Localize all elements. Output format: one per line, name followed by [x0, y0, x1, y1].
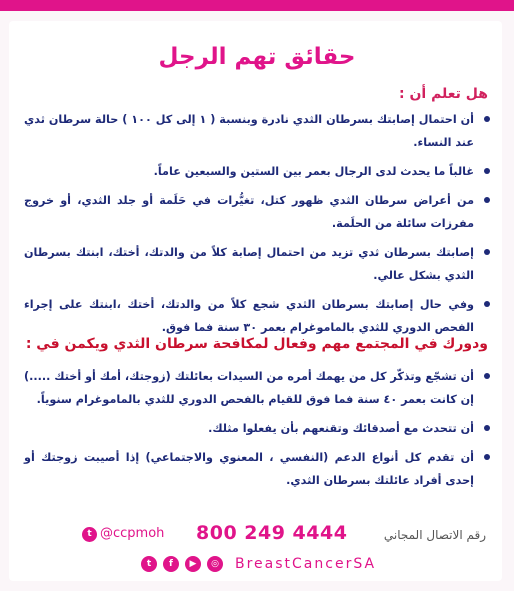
facts-list [24, 108, 490, 345]
list-item [24, 241, 490, 287]
bullet-dot-icon [484, 249, 490, 255]
twitter-icon[interactable]: t [141, 556, 157, 572]
instagram-icon[interactable]: ◎ [207, 556, 223, 572]
list-item [24, 108, 490, 154]
hotline-label: رقم الاتصال المجاني [383, 528, 486, 542]
brand-name[interactable]: BreastCancerSA [235, 556, 377, 572]
fact-text: إصابتك بسرطان ثدي تزيد من احتمال إصابة كلاً من والدتك، أختك، ابنتك بسرطان الثدي بشكل عالي. [24, 246, 474, 282]
youtube-icon[interactable]: ▶ [185, 556, 201, 572]
fact-text: غالباً ما يحدث لدى الرجال بعمر بين الستين والسبعين عاماً. [153, 165, 474, 178]
role-text: أن تشجّع وتذكّر كل من يهمك أمره من السيدات بعائلتك (زوجتك، أمك أو أختك .....) إن كانت بعمر ٤٠ سنة فما فوق للقيام بالفحص الدوري للثدي بالماموغرام سنوياً. [24, 370, 474, 406]
twitter-icon: t [82, 527, 97, 542]
list-item [24, 189, 490, 235]
contact-row [0, 522, 514, 548]
bullet-dot-icon [484, 301, 490, 307]
page-title: حقائق تهم الرجل [158, 44, 356, 70]
list-item [24, 160, 490, 183]
role-text: أن تتحدث مع أصدقائك وتقنعهم بأن يفعلوا مثلك. [208, 422, 474, 435]
facebook-icon[interactable]: f [163, 556, 179, 572]
role-text: أن تقدم كل أنواع الدعم (النفسي ، المعنوي والاجتماعي) إذا أصيبت زوجتك أو إحدى أفراد عائلتك بسرطان الثدي. [24, 451, 474, 487]
twitter-handle[interactable]: @ccpmoh [100, 526, 165, 541]
list-item [24, 365, 490, 411]
list-item [24, 293, 490, 339]
roles-list [24, 365, 490, 498]
list-item [24, 417, 490, 440]
hotline-number[interactable]: 800 249 4444 [196, 522, 348, 544]
fact-text: وفي حال إصابتك بسرطان الثدي شجع كلاً من والدتك، أختك ،ابنتك على إجراء الفحص الدوري للثدي بالماموغرام بعمر ٣٠ سنة فما فوق. [24, 298, 474, 334]
bullet-dot-icon [484, 454, 490, 460]
bullet-dot-icon [484, 168, 490, 174]
bullet-dot-icon [484, 116, 490, 122]
fact-text: من أعراض سرطان الثدي ظهور كتل، تغيُّرات في حَلَمة أو جلد الثدي، أو خروج مفرزات سائلة من الحلَمة. [24, 194, 474, 230]
bullet-dot-icon [484, 373, 490, 379]
bullet-dot-icon [484, 197, 490, 203]
role-heading: ودورك في المجتمع مهم وفعال لمكافحة سرطان الثدي ويكمن في : [25, 336, 488, 352]
social-row [0, 556, 514, 576]
fact-text: أن احتمال إصابتك بسرطان الثدي نادرة وبنسبة ( ١ إلى كل ١٠٠ ) حالة سرطان ثدي عند النساء. [24, 113, 474, 149]
intro-heading: هل تعلم أن : [398, 86, 488, 102]
top-accent-bar [0, 0, 514, 11]
list-item [24, 446, 490, 492]
bullet-dot-icon [484, 425, 490, 431]
